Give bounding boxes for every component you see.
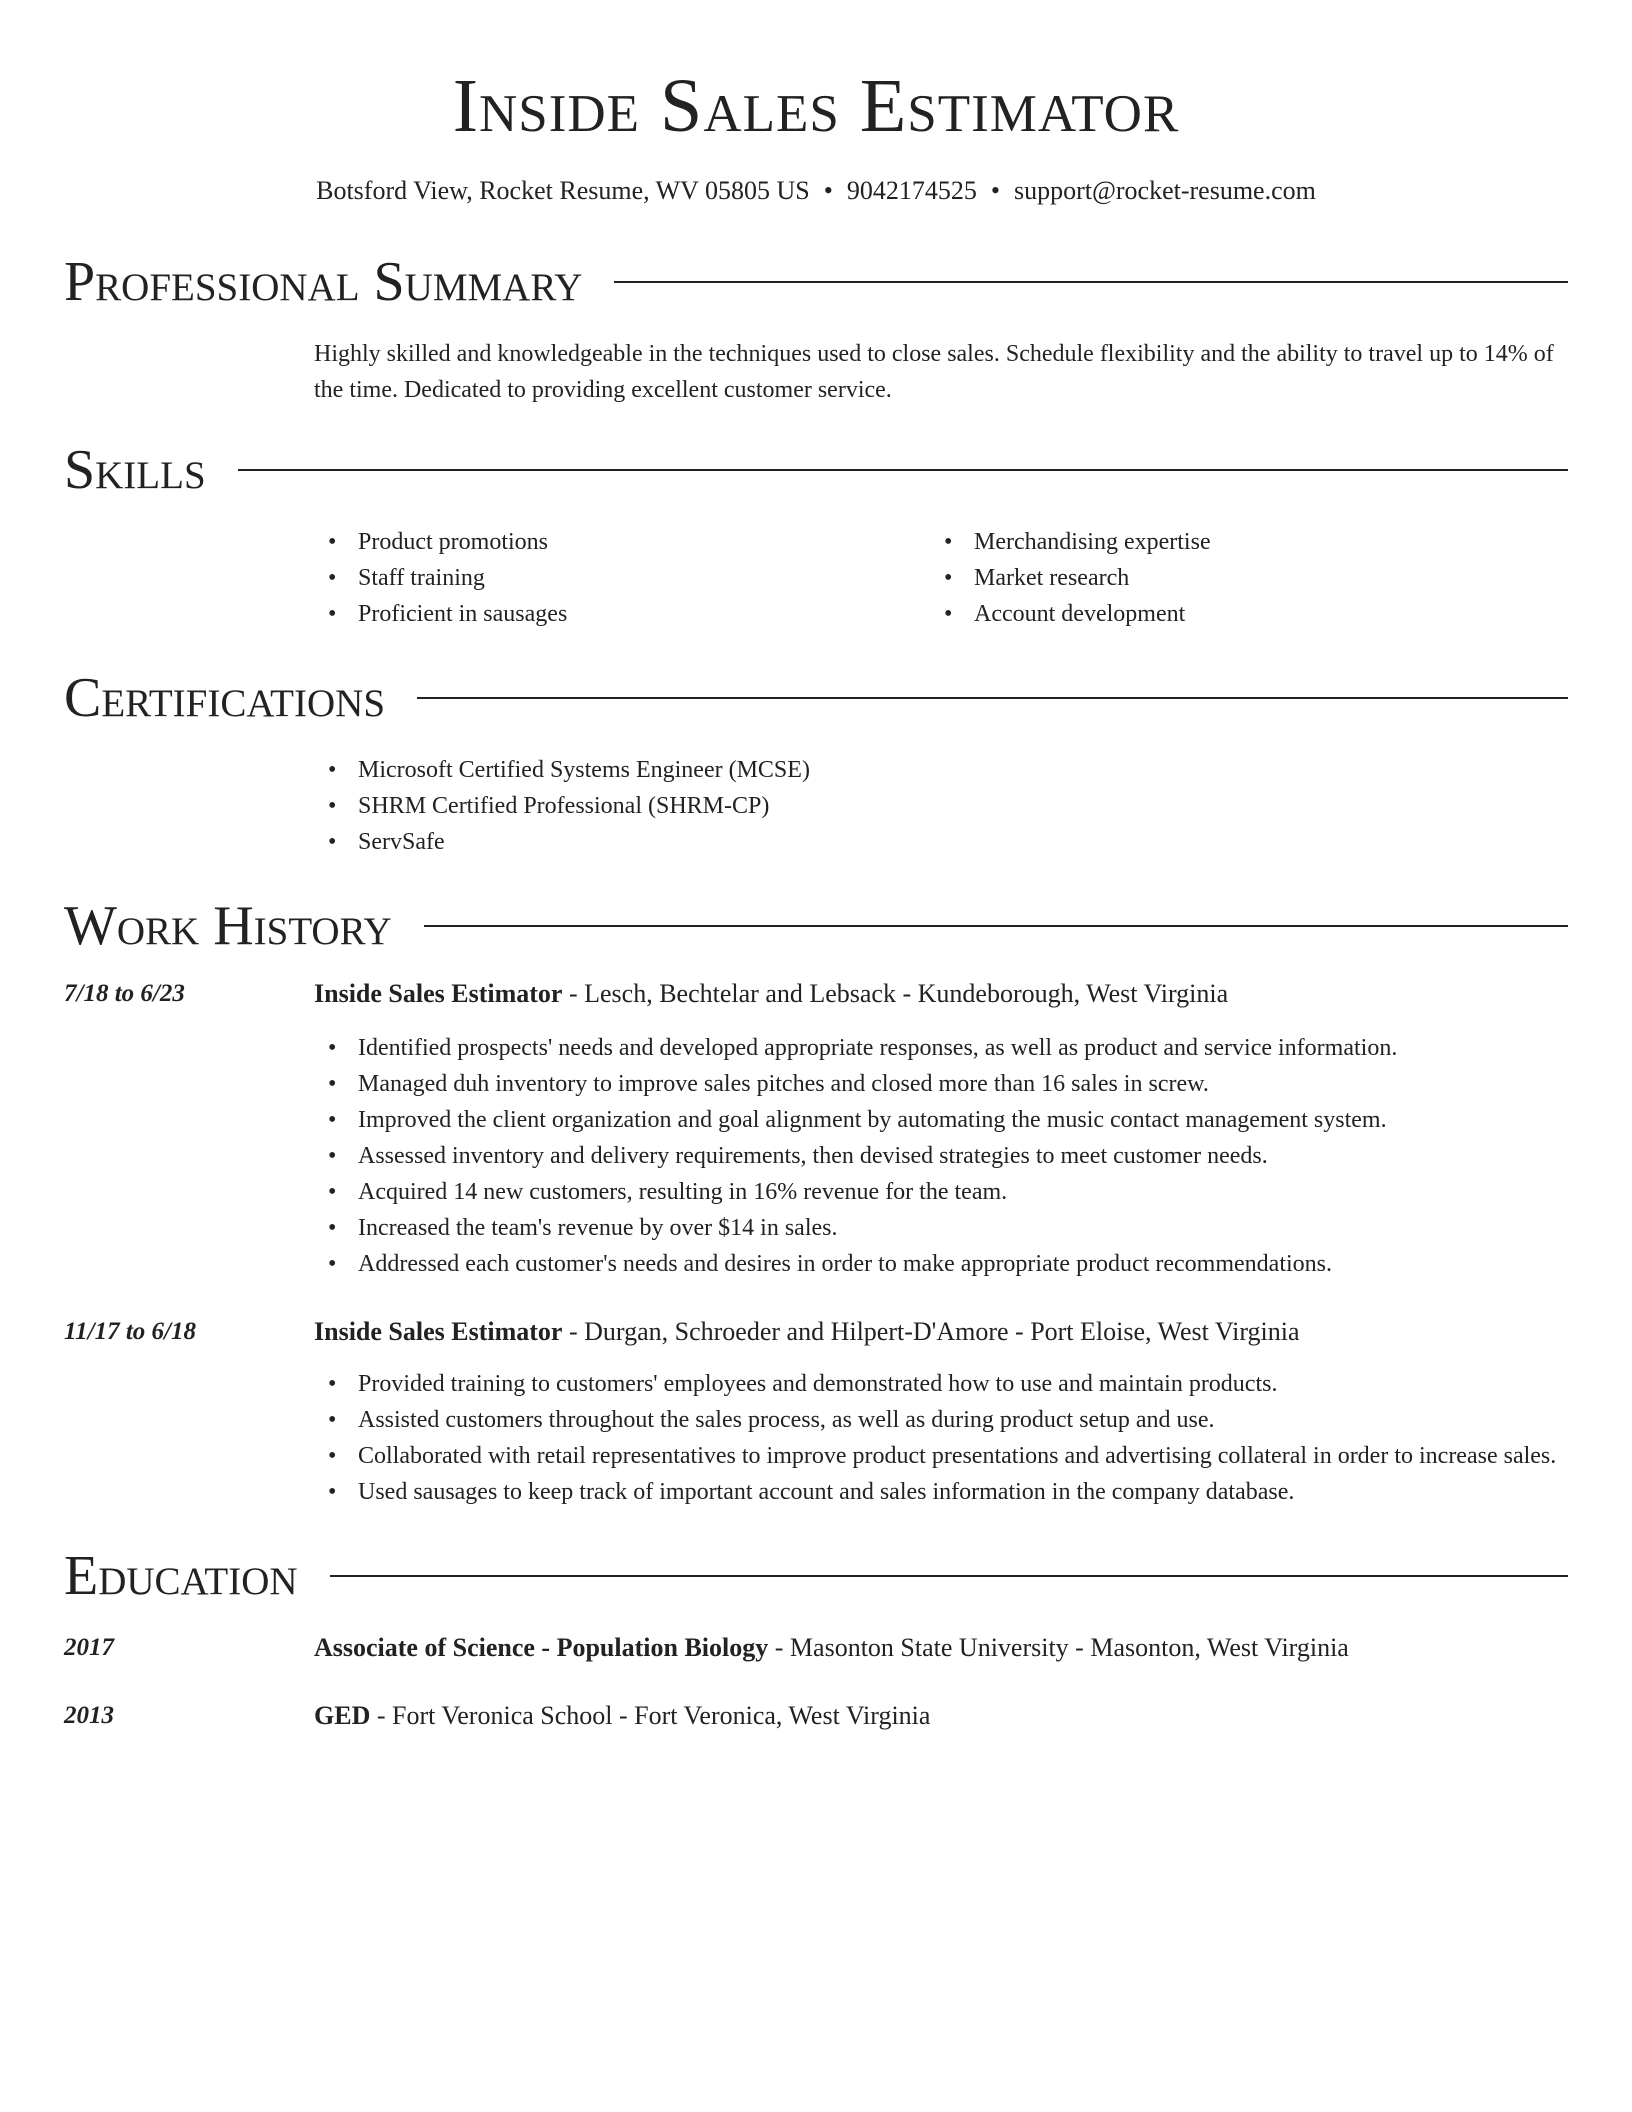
skill-item: • Merchandising expertise (930, 524, 1546, 560)
skill-item: • Staff training (314, 560, 930, 596)
work-bullet: • Provided training to customers' employees and demonstrated how to use and maintain products. (314, 1366, 1568, 1402)
section-title: Skills (64, 439, 206, 501)
work-entry (64, 976, 1568, 1282)
certification-item: • ServSafe (314, 824, 1568, 860)
education-entry (64, 1698, 1568, 1734)
work-heading (314, 1314, 1300, 1350)
work-heading (314, 976, 1228, 1012)
education-year: 2017 (64, 1634, 114, 1661)
section-title: Work History (64, 895, 392, 957)
work-bullet: • Assessed inventory and delivery requirements, then devised strategies to meet customer needs. (314, 1138, 1568, 1174)
education-year: 2013 (64, 1702, 114, 1729)
contact-line (64, 174, 1568, 208)
education-section-header (64, 1544, 1568, 1608)
work-bullet: • Collaborated with retail representatives to improve product presentations and advertising collateral in order to increase sales. (314, 1438, 1568, 1474)
degree: GED (314, 1701, 371, 1730)
section-rule (417, 697, 1568, 699)
work-bullet: • Acquired 14 new customers, resulting in 16% revenue for the team. (314, 1174, 1568, 1210)
summary-section-header (64, 250, 1568, 314)
job-employer: - Durgan, Schroeder and Hilpert-D'Amore - Port Eloise, West Virginia (562, 1317, 1300, 1346)
certification-item: • Microsoft Certified Systems Engineer (MCSE) (314, 752, 1568, 788)
section-rule (330, 1575, 1568, 1577)
skill-item: • Market research (930, 560, 1546, 596)
work-entry (64, 1314, 1568, 1510)
skills-column-left (314, 524, 930, 632)
section-rule (614, 281, 1568, 283)
work-bullet: • Improved the client organization and goal alignment by automating the music contact management system. (314, 1102, 1568, 1138)
skill-item: • Proficient in sausages (314, 596, 930, 632)
section-title: Education (64, 1545, 298, 1607)
work-dates: 7/18 to 6/23 (64, 980, 185, 1007)
education-heading (314, 1630, 1349, 1666)
work-bullet: • Used sausages to keep track of important account and sales information in the company database. (314, 1474, 1568, 1510)
work-bullet: • Addressed each customer's needs and desires in order to make appropriate product recommendations. (314, 1246, 1568, 1282)
skill-item: • Account development (930, 596, 1546, 632)
school: - Masonton State University - Masonton, West Virginia (768, 1633, 1349, 1662)
separator-dot: • (990, 176, 1000, 205)
email: support@rocket-resume.com (1013, 176, 1316, 205)
work-dates: 11/17 to 6/18 (64, 1318, 196, 1345)
certifications-list (314, 752, 1568, 860)
job-title: Inside Sales Estimator (314, 979, 563, 1008)
degree: Associate of Science - Population Biology (314, 1633, 769, 1662)
skills-column-right (930, 524, 1546, 632)
phone: 9042174525 (846, 176, 977, 205)
job-title: Inside Sales Estimator (314, 1317, 563, 1346)
school: - Fort Veronica School - Fort Veronica, West Virginia (370, 1701, 931, 1730)
work-bullets (314, 1030, 1568, 1282)
skills-list (314, 524, 1568, 632)
education-entry (64, 1630, 1568, 1666)
work-section-header (64, 894, 1568, 958)
certifications-section-header (64, 666, 1568, 730)
work-bullet: • Assisted customers throughout the sales process, as well as during product setup and use. (314, 1402, 1568, 1438)
certification-item: • SHRM Certified Professional (SHRM-CP) (314, 788, 1568, 824)
section-title: Professional Summary (64, 251, 583, 313)
address: Botsford View, Rocket Resume, WV 05805 US (316, 176, 810, 205)
work-bullets (314, 1366, 1568, 1510)
section-title: Certifications (64, 667, 386, 729)
work-bullet: • Identified prospects' needs and developed appropriate responses, as well as product and service information. (314, 1030, 1568, 1066)
section-rule (424, 925, 1568, 927)
work-bullet: • Managed duh inventory to improve sales pitches and closed more than 16 sales in screw. (314, 1066, 1568, 1102)
candidate-name: Inside Sales Estimator (452, 64, 1180, 148)
skills-section-header (64, 438, 1568, 502)
summary-body (314, 336, 1568, 408)
work-bullet: • Increased the team's revenue by over $14 in sales. (314, 1210, 1568, 1246)
education-heading (314, 1698, 930, 1734)
skill-item: • Product promotions (314, 524, 930, 560)
job-employer: - Lesch, Bechtelar and Lebsack - Kundeborough, West Virginia (562, 979, 1229, 1008)
separator-dot: • (823, 176, 833, 205)
section-rule (238, 469, 1568, 471)
summary-text: Highly skilled and knowledgeable in the techniques used to close sales. Schedule flexibility and the ability to travel up to 14% of the time. Dedicated to providing excellent customer service. (314, 341, 1554, 403)
